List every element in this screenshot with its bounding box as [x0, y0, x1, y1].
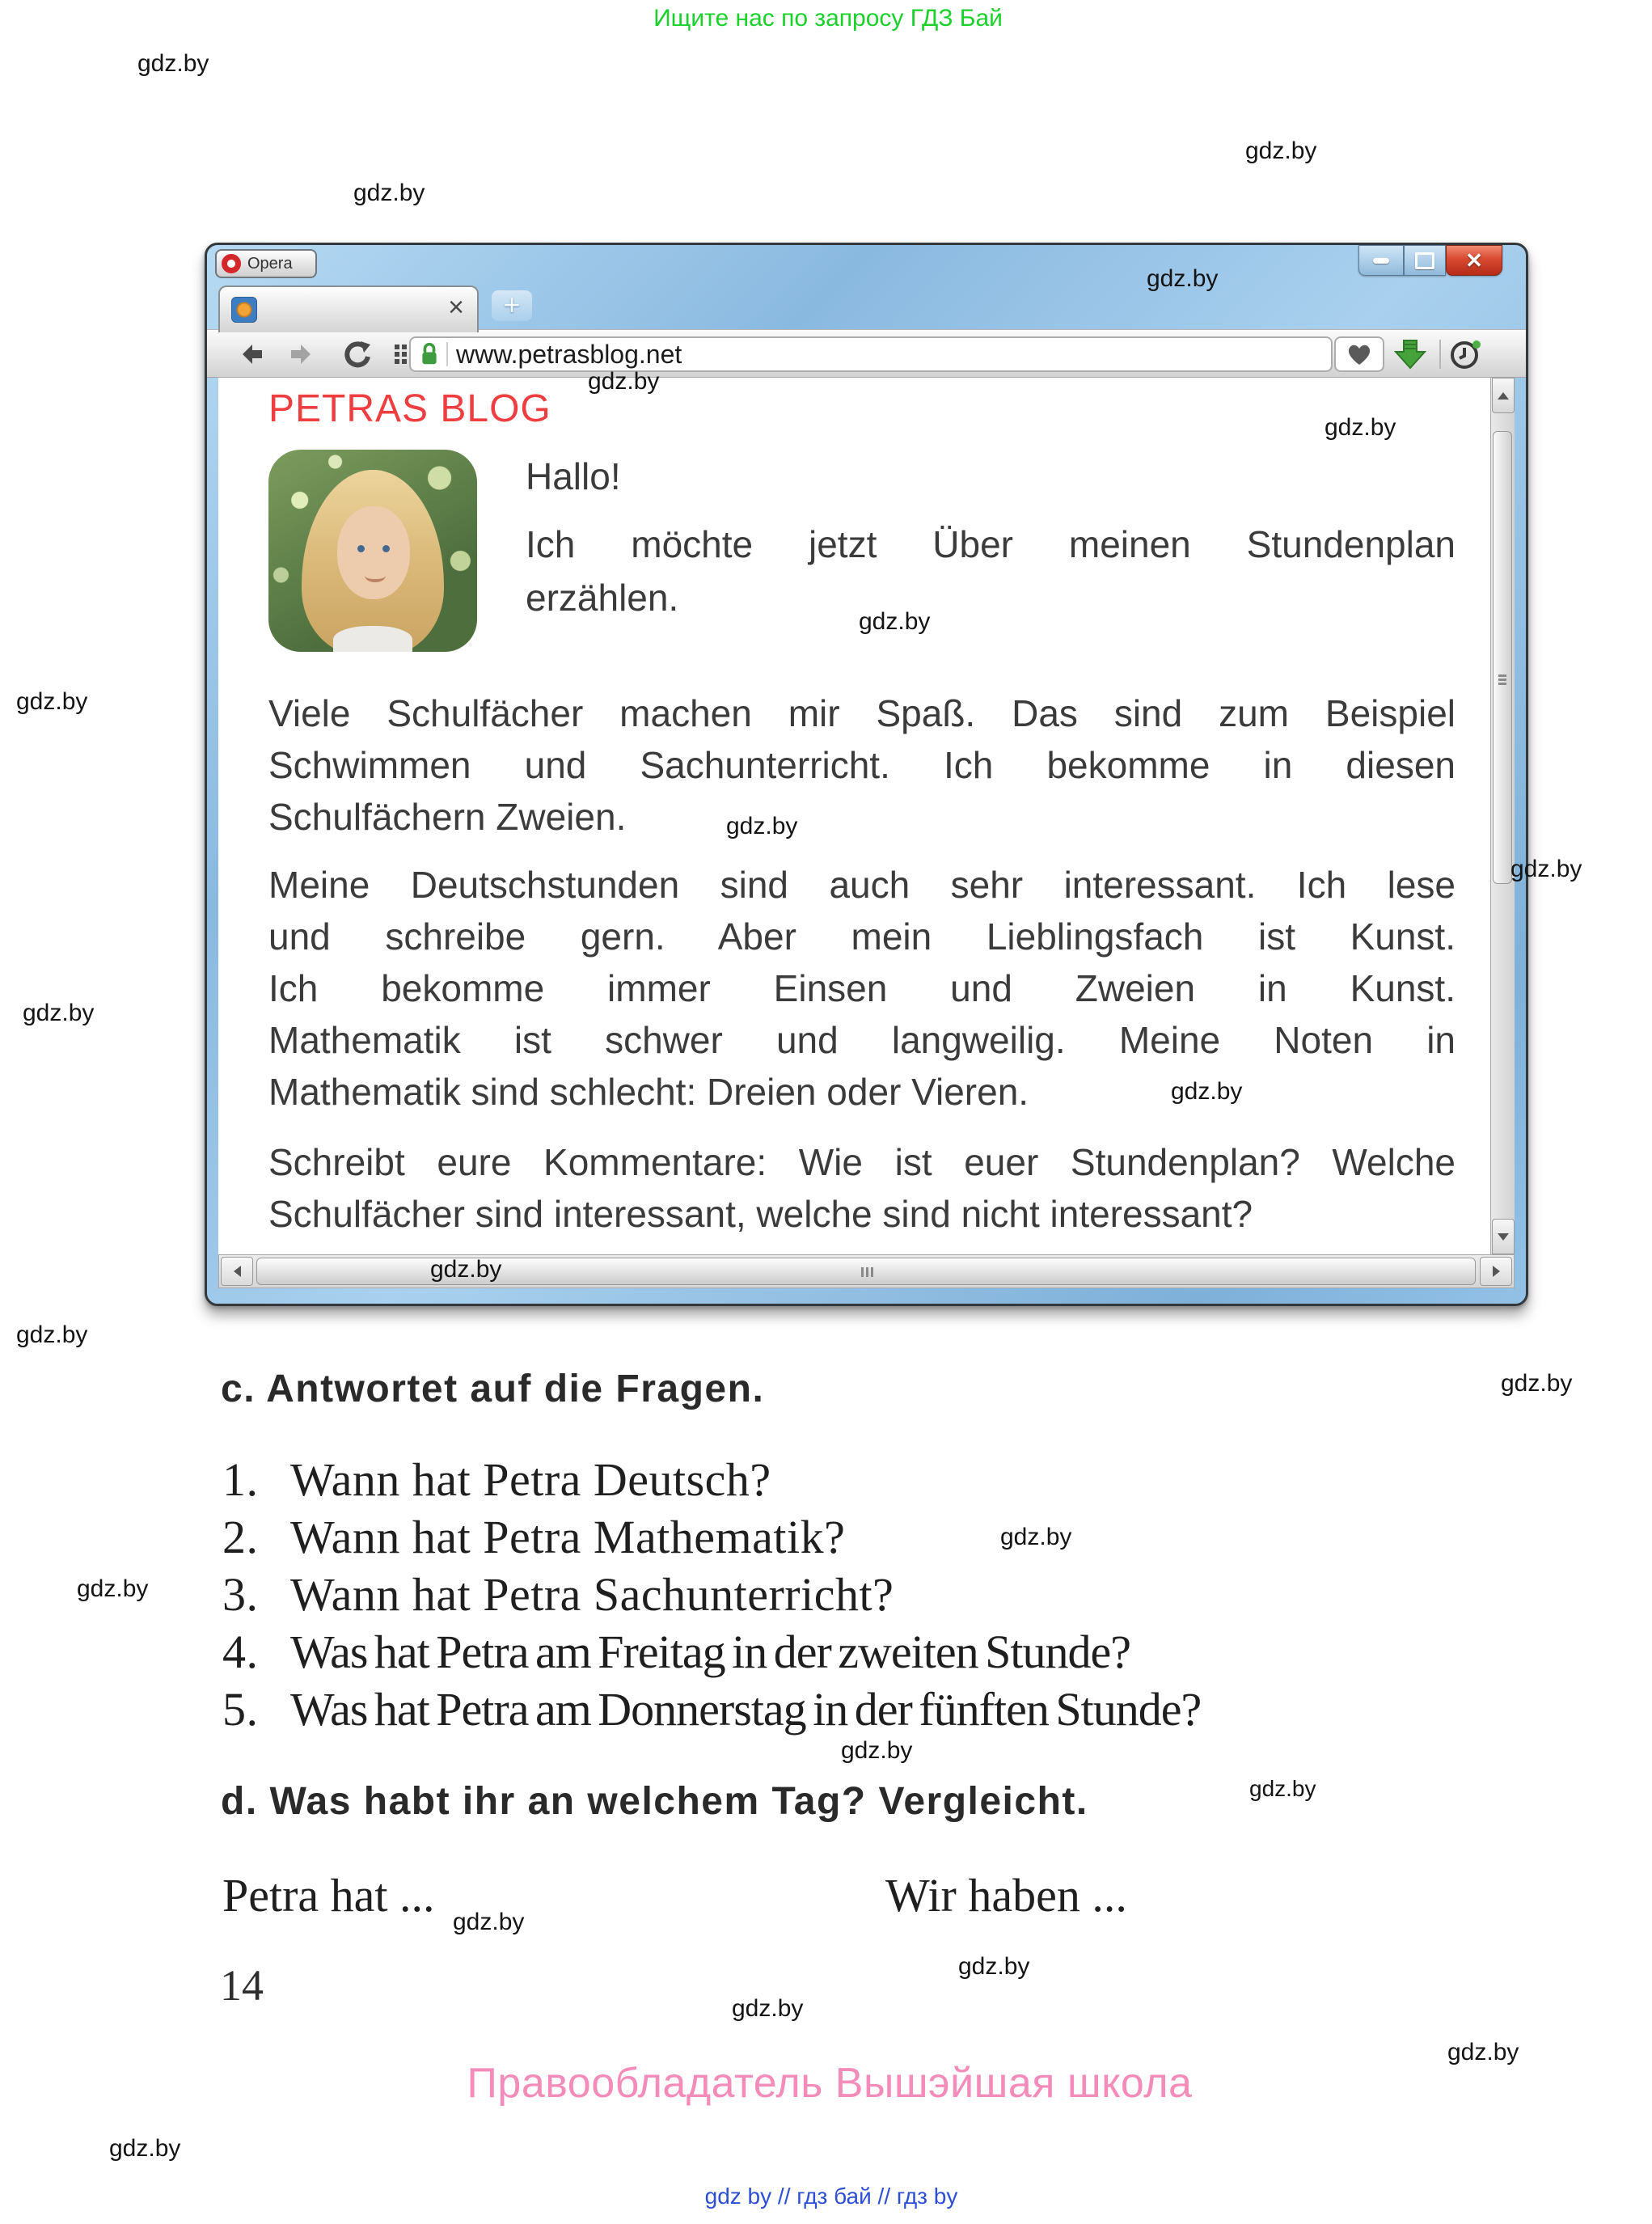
tab-bar — [207, 282, 1526, 329]
page-number: 14 — [220, 1961, 264, 2010]
minimize-button[interactable] — [1358, 245, 1404, 276]
close-icon: ✕ — [1465, 248, 1483, 273]
reload-icon — [341, 338, 374, 370]
blog-greeting: Hallo! — [526, 455, 621, 497]
forward-button[interactable] — [286, 338, 319, 370]
gdz-watermark: gdz.by — [16, 688, 88, 715]
text-line: Schulfächern Zweien. — [268, 796, 627, 838]
browser-titlebar — [207, 245, 1526, 282]
gdz-watermark: gdz.by — [1501, 1370, 1573, 1397]
back-button[interactable] — [234, 338, 267, 370]
gdz-watermark: gdz.by — [1000, 1524, 1072, 1550]
gdz-watermark: gdz.by — [453, 1909, 525, 1935]
horizontal-scrollbar[interactable] — [218, 1254, 1515, 1288]
scrollbar-grip — [866, 1267, 868, 1277]
padlock-icon — [419, 341, 440, 367]
gdz-watermark: gdz.by — [732, 1995, 804, 2022]
gdz-watermark: gdz.by — [859, 608, 931, 635]
question-text: Wann hat Petra Deutsch? — [290, 1453, 771, 1506]
question-text: Was hat Petra am Donnerstag in der fünften Stunde? — [290, 1683, 1202, 1736]
gdz-watermark: gdz.by — [1325, 414, 1396, 441]
scroll-up-button[interactable] — [1492, 378, 1515, 413]
right-arrow-icon — [1493, 1266, 1500, 1277]
exercise-c-heading: c. Antwortet auf die Fragen. — [221, 1368, 765, 1410]
question-row — [222, 1625, 1613, 1682]
text-line: Schreibt eure Kommentare: Wie ist euer Stundenplan? Welche — [268, 1141, 1456, 1183]
question-row — [222, 1510, 1613, 1567]
petra-hat-prompt: Petra hat ... — [222, 1869, 435, 1922]
question-number: 1. — [222, 1453, 259, 1506]
text-line: Ich bekomme immer Einsen und Zweien in Kunst. — [268, 967, 1456, 1009]
gdz-watermark: gdz.by — [109, 2135, 181, 2162]
back-arrow-icon — [234, 338, 267, 370]
question-row — [222, 1567, 1613, 1625]
left-arrow-icon — [234, 1266, 241, 1277]
question-number: 2. — [222, 1511, 259, 1563]
gdz-watermark: gdz.by — [137, 50, 209, 77]
url-text[interactable]: www.petrasblog.net — [456, 339, 682, 369]
photo-shirt — [333, 626, 412, 653]
url-cursor — [446, 342, 448, 366]
blog-paragraph-3 — [268, 1136, 1456, 1240]
gdz-watermark: gdz.by — [726, 813, 798, 839]
question-number: 3. — [222, 1568, 259, 1621]
tab-favicon-icon — [231, 297, 257, 323]
question-row — [222, 1682, 1613, 1740]
gdz-watermark: gdz.by — [353, 180, 425, 206]
photo-eye — [357, 545, 365, 552]
question-number: 5. — [222, 1683, 259, 1736]
text-line: Meine Deutschstunden sind auch sehr interessant. Ich lese — [268, 864, 1456, 906]
photo-mouth — [365, 569, 386, 582]
maximize-icon — [1415, 252, 1434, 269]
exercise-d-heading: d. Was habt ihr an welchem Tag? Vergleicht. — [221, 1780, 1088, 1823]
site-links-footer: gdz by // гдз бай // гдз by — [704, 2184, 958, 2209]
text-line: erzählen. — [526, 577, 679, 619]
text-line: Schwimmen und Sachunterricht. Ich bekomme in diesen — [268, 744, 1456, 786]
gdz-watermark: gdz.by — [1245, 137, 1317, 164]
bookmark-button[interactable] — [1334, 336, 1384, 372]
vertical-scrollbar-thumb[interactable] — [1493, 431, 1512, 884]
download-arrow-icon — [1392, 337, 1428, 371]
photo-face — [337, 506, 410, 599]
gdz-watermark: gdz.by — [77, 1575, 149, 1602]
gdz-watermark: gdz.by — [16, 1321, 88, 1348]
opera-logo-icon — [222, 254, 241, 273]
download-button[interactable] — [1392, 337, 1425, 370]
question-number: 4. — [222, 1626, 259, 1678]
scroll-right-button[interactable] — [1480, 1257, 1512, 1286]
gdz-watermark: gdz.by — [588, 368, 660, 395]
blog-paragraph-2 — [268, 859, 1456, 1118]
scroll-down-button[interactable] — [1492, 1219, 1515, 1254]
scroll-left-button[interactable] — [221, 1257, 253, 1286]
history-sync-button[interactable] — [1447, 337, 1480, 370]
profile-photo — [268, 450, 477, 652]
gdz-watermark: gdz.by — [1249, 1776, 1316, 1801]
gdz-watermark: gdz.by — [1147, 265, 1219, 292]
browser-toolbar — [207, 329, 1526, 378]
browser-tab[interactable] — [218, 285, 479, 332]
maximize-button[interactable] — [1404, 245, 1446, 276]
heart-icon — [1346, 342, 1372, 366]
blog-intro-paragraph — [526, 518, 1456, 624]
text-line: Viele Schulfächer machen mir Spaß. Das sind zum Beispiel — [268, 692, 1456, 734]
toolbar-separator — [1439, 340, 1441, 369]
text-line: und schreibe gern. Aber mein Lieblingsfach ist Kunst. — [268, 915, 1456, 958]
forward-arrow-icon — [286, 338, 319, 370]
browser-window — [205, 243, 1528, 1306]
blog-paragraph-1 — [268, 687, 1456, 843]
photo-eye — [382, 545, 390, 552]
down-arrow-icon — [1498, 1233, 1509, 1241]
text-line: Schulfächer sind interessant, welche sind nicht interessant? — [268, 1193, 1253, 1235]
vertical-scrollbar[interactable] — [1490, 378, 1515, 1254]
gdz-watermark: gdz.by — [1171, 1078, 1243, 1105]
scrollbar-grip — [1498, 674, 1506, 677]
blog-page — [218, 378, 1515, 1254]
text-line: Ich möchte jetzt Über meinen Stundenplan — [526, 523, 1456, 565]
gdz-watermark: gdz.by — [841, 1737, 913, 1764]
question-text: Wann hat Petra Sachunterricht? — [290, 1568, 894, 1621]
opera-menu-button[interactable] — [215, 249, 317, 278]
question-text: Wann hat Petra Mathematik? — [290, 1511, 846, 1563]
tab-close-icon[interactable]: × — [448, 292, 464, 323]
text-line: Mathematik ist schwer und langweilig. Meine Noten in — [268, 1019, 1456, 1061]
minimize-icon — [1373, 258, 1389, 264]
address-bar[interactable] — [409, 336, 1333, 372]
blog-title: PETRAS BLOG — [268, 387, 551, 430]
gdz-watermark: gdz.by — [1447, 2039, 1519, 2065]
gdz-watermark: gdz.by — [958, 1953, 1030, 1980]
top-banner: Ищите нас по запросу ГДЗ Бай — [653, 5, 1003, 32]
reload-button[interactable] — [341, 338, 374, 370]
window-controls — [1358, 245, 1502, 276]
gdz-watermark: gdz.by — [1510, 856, 1582, 882]
close-button[interactable] — [1446, 245, 1502, 276]
clock-icon — [1447, 337, 1483, 371]
question-text: Was hat Petra am Freitag in der zweiten Stunde? — [290, 1626, 1130, 1678]
text-line: Mathematik sind schlecht: Dreien oder Vieren. — [268, 1071, 1029, 1113]
gdz-watermark: gdz.by — [23, 1000, 95, 1026]
up-arrow-icon — [1498, 392, 1509, 400]
copyright-footer: Правообладатель Вышэйшая школа — [467, 2060, 1193, 2107]
question-list — [222, 1452, 1613, 1740]
question-row — [222, 1452, 1613, 1510]
wir-haben-prompt: Wir haben ... — [885, 1869, 1127, 1922]
gdz-watermark: gdz.by — [430, 1256, 502, 1283]
opera-label: Opera — [247, 254, 293, 273]
new-tab-button[interactable]: + — [492, 290, 532, 321]
